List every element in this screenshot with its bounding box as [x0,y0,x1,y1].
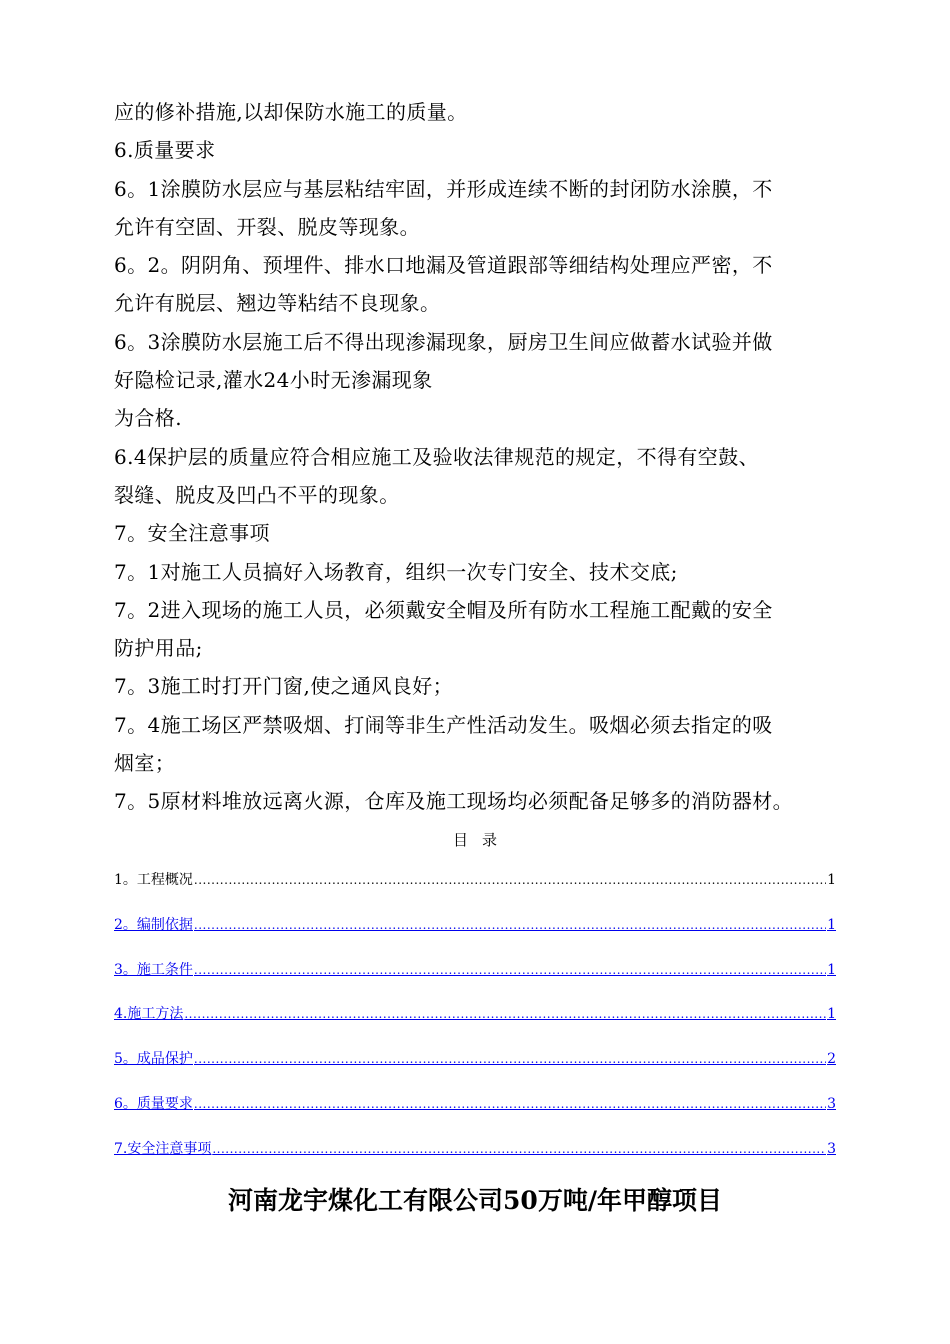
body-text [114,93,844,821]
paragraph-line: 7。2进入现场的施工人员，必须戴安全帽及所有防水工程施工配戴的安全 [114,597,773,622]
toc-leader-dots [184,1004,826,1024]
toc-entry-label[interactable]: 6。质量要求 [114,1095,193,1112]
toc-entry-page[interactable]: 3 [827,1140,836,1157]
toc-link-basis[interactable] [114,911,836,956]
paragraph-line: 烟室； [114,751,176,776]
toc-entry-label[interactable]: 7.安全注意事项 [114,1140,212,1157]
paragraph-line: 防护用品; [114,636,203,661]
paragraph-line: 裂缝、脱皮及凹凸不平的现象。 [114,482,400,507]
toc-entry-overview [114,866,836,911]
paragraph-line: 应的修补措施,以却保防水施工的质量。 [114,100,468,124]
toc-leader-dots [194,915,826,935]
toc-title: 目录 [452,831,511,849]
paragraph-line: 6。1涂膜防水层应与基层粘结牢固，并形成连续不断的封闭防水涂膜，不 [114,176,773,201]
toc-link-method[interactable] [114,1000,836,1045]
toc-leader-dots [194,1049,826,1069]
toc-entry-label: 1。工程概况 [114,872,193,888]
toc-entry-label[interactable]: 5。成品保护 [114,1051,193,1068]
paragraph-line: 7。4施工场区严禁吸烟、打闹等非生产性活动发生。吸烟必须去指定的吸 [114,712,773,737]
toc-link-quality[interactable] [114,1090,836,1135]
project-title: 河南龙宇煤化工有限公司50万吨/年甲醇项目 [228,1186,722,1215]
paragraph-line: 好隐检记录,灌水24小时无渗漏现象 [114,368,433,393]
toc-leader-dots [194,960,826,980]
table-of-contents [114,828,836,1180]
section-heading-quality: 6.质量要求 [114,138,216,163]
paragraph-line: 为合格. [114,406,182,431]
toc-entry-page: 1 [827,872,836,888]
paragraph-line: 允许有空固、开裂、脱皮等现象。 [114,214,420,239]
paragraph-line: 7。1对施工人员搞好入场教育，组织一次专门安全、技术交底; [114,559,678,584]
toc-entry-page[interactable]: 1 [827,1006,836,1023]
paragraph-line: 6。2。阴阴角、预埋件、排水口地漏及管道跟部等细结构处理应严密，不 [114,253,773,278]
toc-entry-page[interactable]: 1 [827,916,836,933]
toc-leader-dots [212,1139,826,1159]
toc-entry-page[interactable]: 2 [827,1051,836,1068]
toc-entry-label[interactable]: 2。编制依据 [114,916,193,933]
paragraph-line: 6。3涂膜防水层施工后不得出现渗漏现象，厨房卫生间应做蓄水试验并做 [114,329,773,354]
toc-entry-label[interactable]: 4.施工方法 [114,1006,184,1023]
paragraph-line: 7。3施工时打开门窗,使之通风良好； [114,674,454,699]
toc-entry-page[interactable]: 3 [827,1095,836,1112]
paragraph-line: 允许有脱层、翘边等粘结不良现象。 [114,291,441,316]
toc-link-protection[interactable] [114,1045,836,1090]
toc-entry-page[interactable]: 1 [827,961,836,978]
paragraph-line: 7。5原材料堆放远离火源，仓库及施工现场均必须配备足够多的消防器材。 [114,789,794,814]
paragraph-line: 6.4保护层的质量应符合相应施工及验收法律规范的规定，不得有空鼓、 [114,444,760,469]
toc-leader-dots [194,1094,826,1114]
toc-entry-label[interactable]: 3。施工条件 [114,961,193,978]
section-heading-safety: 7。安全注意事项 [114,521,270,546]
toc-link-safety[interactable] [114,1135,836,1180]
toc-link-conditions[interactable] [114,956,836,1001]
toc-leader-dots [194,870,826,890]
